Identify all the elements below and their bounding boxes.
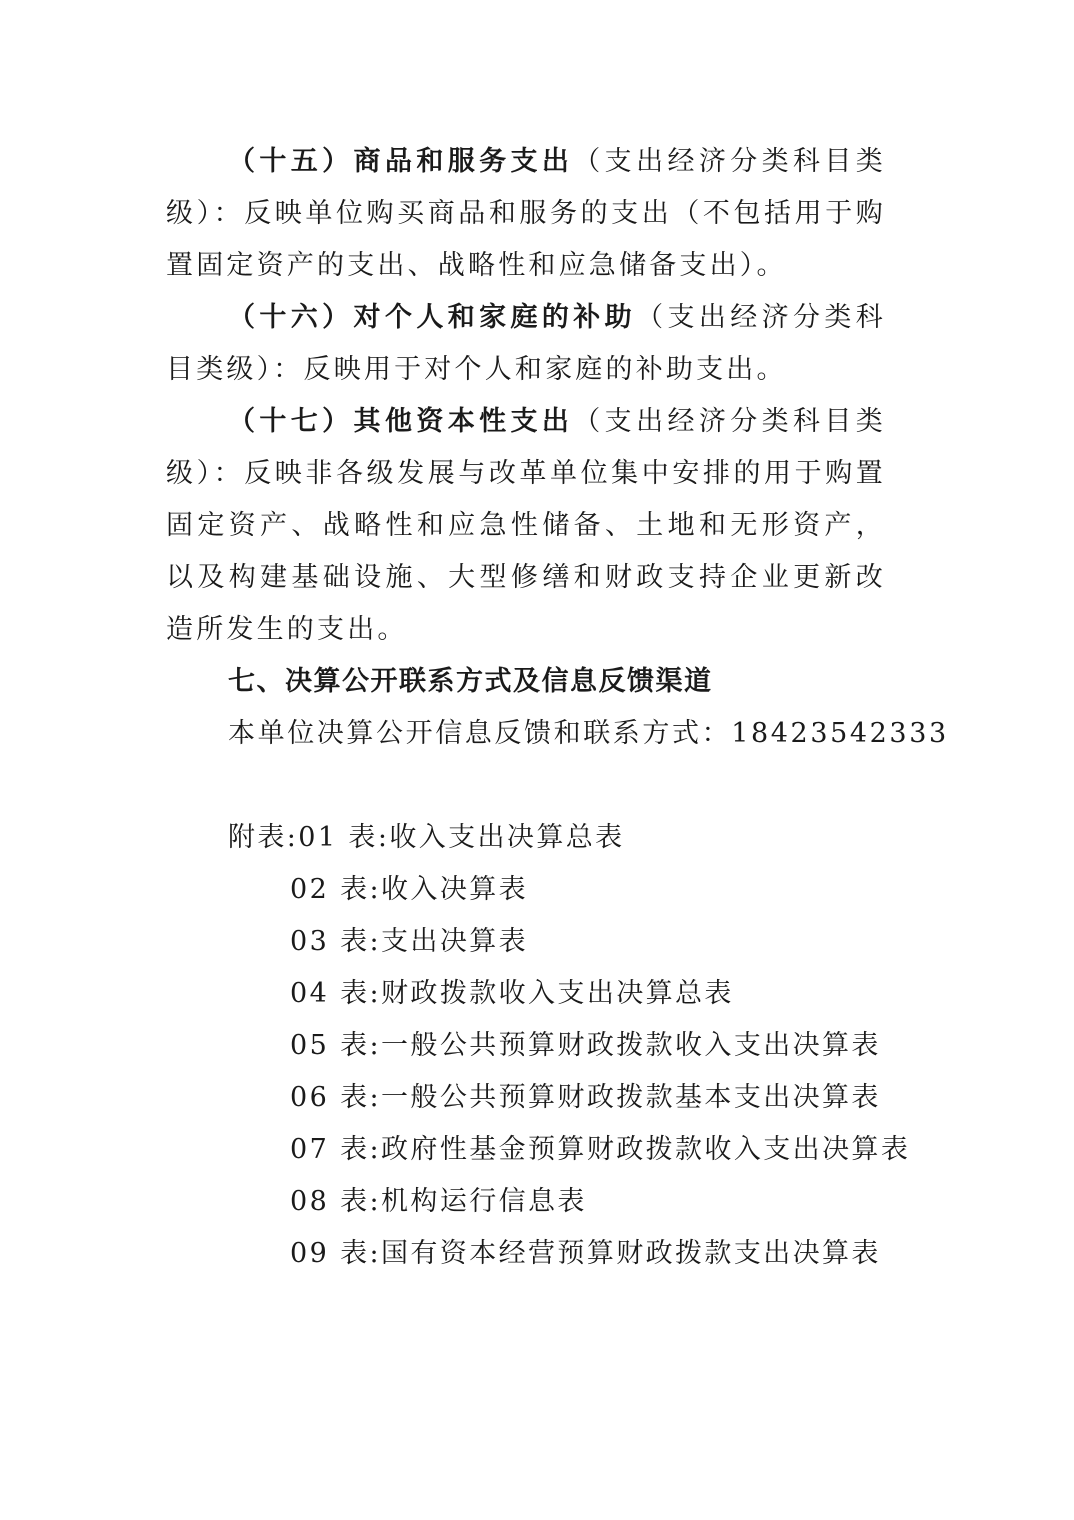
appendix-item-02: 02 表:收入决算表 xyxy=(290,874,529,905)
section-16-note: （支出经济分类科目类级）： xyxy=(166,302,886,385)
contact-label: 本单位决算公开信息反馈和联系方式： xyxy=(228,718,732,749)
section-15-body: 反映单位购买商品和服务的支出（不包括用于购置固定资产的支出、战略性和应急储备支出）。 xyxy=(166,198,886,281)
section-16 xyxy=(166,292,886,396)
section-heading-7: 七、决算公开联系方式及信息反馈渠道 xyxy=(228,666,713,697)
appendix-item-07: 07 表:政府性基金预算财政拨款收入支出决算表 xyxy=(290,1134,911,1165)
section-17-title: （十七）其他资本性支出 xyxy=(228,406,574,437)
appendix-item-04: 04 表:财政拨款收入支出决算总表 xyxy=(290,978,734,1009)
section-15 xyxy=(166,136,886,292)
section-16-title: （十六）对个人和家庭的补助 xyxy=(228,302,637,333)
appendix-item-09: 09 表:国有资本经营预算财政拨款支出决算表 xyxy=(290,1238,881,1269)
appendix-item-08: 08 表:机构运行信息表 xyxy=(290,1186,587,1217)
appendix-item-01 xyxy=(228,812,928,864)
contact-line xyxy=(166,708,949,760)
appendix-prefix: 附表: xyxy=(228,822,299,853)
appendix-list xyxy=(228,812,928,1280)
appendix-item-06: 06 表:一般公共预算财政拨款基本支出决算表 xyxy=(290,1082,881,1113)
section-15-note: （支出经济分类科目类级）： xyxy=(166,146,887,229)
document-body xyxy=(166,136,949,760)
section-16-body: 反映用于对个人和家庭的补助支出。 xyxy=(303,354,787,385)
appendix-item-05: 05 表:一般公共预算财政拨款收入支出决算表 xyxy=(290,1030,881,1061)
appendix-item-text: 01 表:收入支出决算总表 xyxy=(298,822,625,853)
appendix-item-03: 03 表:支出决算表 xyxy=(290,926,529,957)
section-15-title: （十五）商品和服务支出 xyxy=(228,146,574,177)
section-17-note: （支出经济分类科目类级）： xyxy=(166,406,887,489)
section-17-body: 反映非各级发展与改革单位集中安排的用于购置固定资产、战略性和应急性储备、土地和无形资产，以及构建基础设施、大型修缮和财政支持企业更新改造所发生的支出。 xyxy=(166,458,886,645)
section-17 xyxy=(166,396,886,656)
contact-phone: 18423542333 xyxy=(731,718,949,749)
